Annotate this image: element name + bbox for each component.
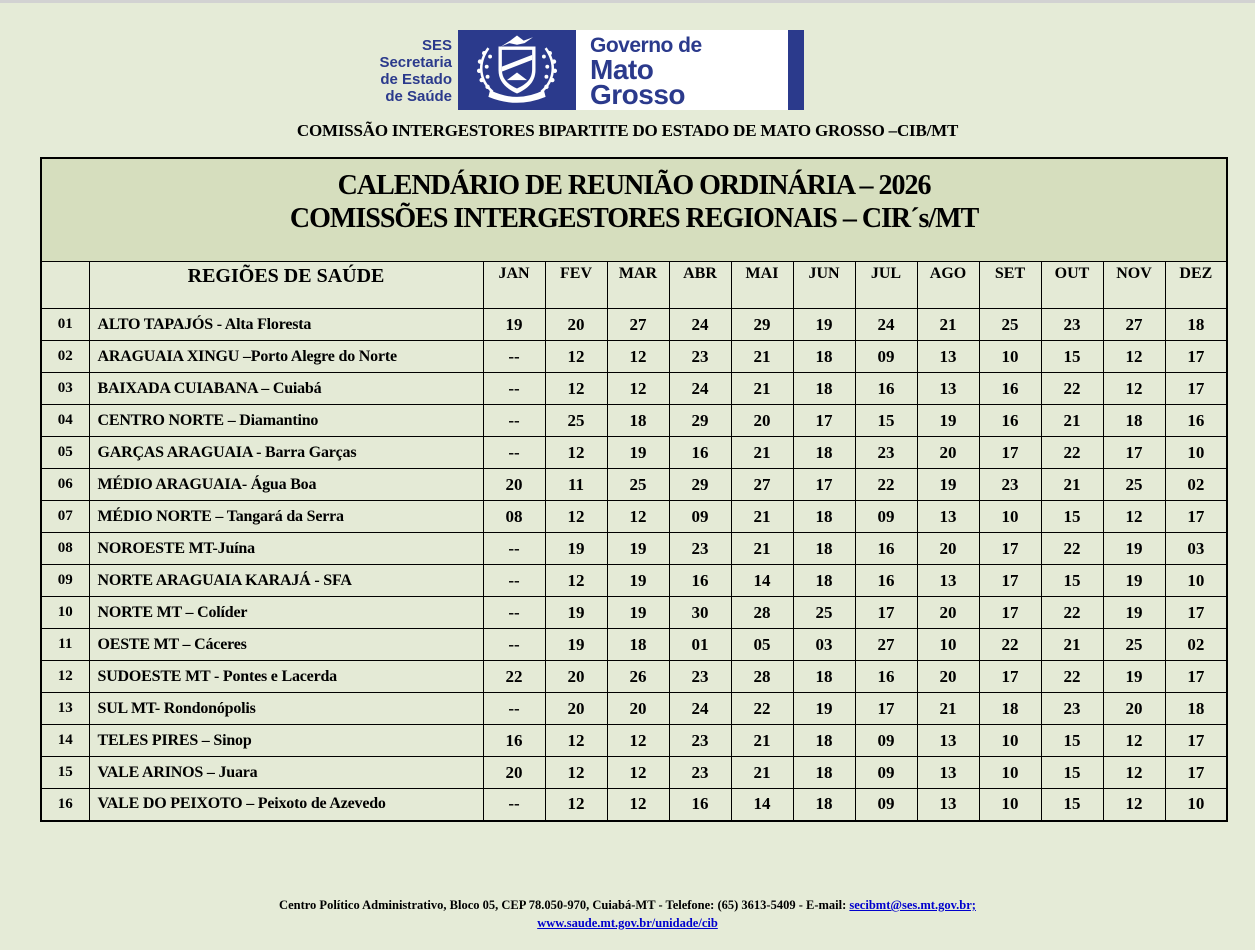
meeting-day: 21 [1041,405,1103,437]
meeting-day: 29 [669,405,731,437]
region-name: SUL MT- Rondonópolis [89,693,483,725]
meeting-day: 16 [855,533,917,565]
meeting-day: 21 [731,725,793,757]
meeting-day: 20 [917,597,979,629]
meeting-day: 22 [1041,533,1103,565]
meeting-day: 15 [1041,757,1103,789]
meeting-day: 11 [545,469,607,501]
meeting-day: 17 [855,693,917,725]
meeting-day: -- [483,373,545,405]
government-logo [458,30,804,110]
meeting-day: 25 [1103,469,1165,501]
meeting-day: 25 [1103,629,1165,661]
meeting-day: 20 [731,405,793,437]
meeting-day: 12 [1103,789,1165,821]
meeting-day: 09 [855,341,917,373]
row-number: 04 [41,405,89,437]
meeting-day: 17 [855,597,917,629]
meeting-day: 17 [793,469,855,501]
row-number: 07 [41,501,89,533]
meeting-day: 20 [483,469,545,501]
meeting-day: 14 [731,565,793,597]
meeting-day: 24 [855,309,917,341]
table-row [41,373,1227,405]
meeting-day: 21 [731,373,793,405]
meeting-day: 22 [1041,373,1103,405]
meeting-day: 19 [607,565,669,597]
meeting-day: 10 [979,341,1041,373]
ses-logo-text [238,37,452,105]
table-row [41,309,1227,341]
table-title-band [41,158,1227,262]
meeting-day: 25 [545,405,607,437]
meeting-day: 19 [545,597,607,629]
meeting-day: 25 [607,469,669,501]
meeting-day: 10 [979,757,1041,789]
meeting-day: 20 [545,693,607,725]
meeting-day: 19 [917,405,979,437]
meeting-day: 16 [669,565,731,597]
meeting-day: 18 [979,693,1041,725]
meeting-day: 12 [545,373,607,405]
meeting-day: 12 [607,373,669,405]
table-row [41,501,1227,533]
meeting-day: 25 [793,597,855,629]
email-link[interactable]: secibmt@ses.mt.gov.br; [849,898,976,912]
meeting-day: 12 [1103,373,1165,405]
row-number: 08 [41,533,89,565]
row-number: 14 [41,725,89,757]
meeting-day: 30 [669,597,731,629]
meeting-day: 12 [607,341,669,373]
meeting-day: 17 [979,597,1041,629]
meeting-day: 23 [1041,309,1103,341]
meeting-day: 17 [1165,501,1227,533]
row-number: 11 [41,629,89,661]
meeting-day: 15 [1041,565,1103,597]
meeting-day: 10 [979,501,1041,533]
meeting-day: 23 [669,725,731,757]
month-header-set: SET [979,262,1041,309]
month-header-out: OUT [1041,262,1103,309]
meeting-day: 18 [793,565,855,597]
meeting-day: 03 [1165,533,1227,565]
meeting-day: 16 [855,661,917,693]
meeting-day: 10 [1165,789,1227,821]
region-name: NORTE MT – Colíder [89,597,483,629]
region-name: VALE DO PEIXOTO – Peixoto de Azevedo [89,789,483,821]
table-row [41,437,1227,469]
logo-accent-bar [788,30,804,110]
meeting-day: 29 [669,469,731,501]
meeting-day: 17 [979,565,1041,597]
meeting-day: 23 [669,757,731,789]
meeting-day: 18 [793,725,855,757]
meeting-day: 10 [917,629,979,661]
meeting-day: 12 [607,501,669,533]
meeting-day: 19 [607,597,669,629]
meeting-day: 12 [607,789,669,821]
ses-line: de Estado [380,71,452,88]
row-number: 01 [41,309,89,341]
meeting-day: 01 [669,629,731,661]
meeting-day: -- [483,789,545,821]
meeting-day: 22 [731,693,793,725]
meeting-day: 05 [731,629,793,661]
meeting-day: 24 [669,693,731,725]
meeting-day: 17 [979,661,1041,693]
meeting-day: 13 [917,341,979,373]
meeting-day: 15 [1041,341,1103,373]
meeting-day: 17 [1165,725,1227,757]
meeting-day: 22 [855,469,917,501]
region-name: MÉDIO ARAGUAIA- Água Boa [89,469,483,501]
meeting-day: 17 [1165,597,1227,629]
top-border-strip [0,0,1255,3]
meeting-day: 22 [483,661,545,693]
meeting-day: 18 [793,437,855,469]
meeting-day: 14 [731,789,793,821]
meeting-day: 10 [979,725,1041,757]
meeting-day: 12 [545,789,607,821]
logo-line: Grosso [590,79,686,110]
meeting-day: 09 [855,757,917,789]
meeting-day: 27 [855,629,917,661]
month-header-jan: JAN [483,262,545,309]
meeting-day: 18 [793,341,855,373]
meeting-day: 26 [607,661,669,693]
meeting-day: 19 [1103,533,1165,565]
table-row [41,661,1227,693]
meeting-day: 15 [1041,725,1103,757]
meeting-day: 20 [1103,693,1165,725]
meeting-day: 16 [483,725,545,757]
region-name: NORTE ARAGUAIA KARAJÁ - SFA [89,565,483,597]
meeting-day: 12 [1103,725,1165,757]
meeting-day: 18 [793,757,855,789]
website-link[interactable]: www.saude.mt.gov.br/unidade/cib [537,916,718,930]
meeting-day: -- [483,693,545,725]
meeting-day: 20 [545,309,607,341]
month-header-nov: NOV [1103,262,1165,309]
government-logo-text [576,30,788,110]
meeting-day: 20 [917,533,979,565]
meeting-day: 18 [1165,309,1227,341]
row-number: 03 [41,373,89,405]
meeting-day: 09 [855,789,917,821]
table-row [41,597,1227,629]
meeting-day: 10 [979,789,1041,821]
meeting-day: 22 [1041,437,1103,469]
meeting-day: 18 [1103,405,1165,437]
meeting-day: 28 [731,661,793,693]
meeting-day: 13 [917,373,979,405]
meeting-day: 08 [483,501,545,533]
region-name: CENTRO NORTE – Diamantino [89,405,483,437]
meeting-day: 22 [979,629,1041,661]
meeting-day: 10 [1165,437,1227,469]
calendar-table [40,157,1228,822]
ses-line: SES [421,37,452,54]
meeting-day: 23 [1041,693,1103,725]
meeting-day: -- [483,437,545,469]
meeting-day: 13 [917,789,979,821]
row-number: 12 [41,661,89,693]
meeting-day: 15 [1041,789,1103,821]
meeting-day: 12 [1103,341,1165,373]
meeting-day: 09 [855,501,917,533]
meeting-day: 21 [1041,469,1103,501]
meeting-day: 20 [917,437,979,469]
meeting-day: 17 [793,405,855,437]
region-name: NOROESTE MT-Juína [89,533,483,565]
meeting-day: 27 [1103,309,1165,341]
meeting-day: 12 [545,565,607,597]
meeting-day: 23 [855,437,917,469]
meeting-day: 19 [483,309,545,341]
month-header-ago: AGO [917,262,979,309]
table-row [41,405,1227,437]
region-name: MÉDIO NORTE – Tangará da Serra [89,501,483,533]
meeting-day: -- [483,405,545,437]
region-name: BAIXADA CUIABANA – Cuiabá [89,373,483,405]
meeting-day: 03 [793,629,855,661]
meeting-day: 23 [979,469,1041,501]
meeting-day: 09 [669,501,731,533]
meeting-day: 18 [793,661,855,693]
month-header-abr: ABR [669,262,731,309]
region-name: VALE ARINOS – Juara [89,757,483,789]
meeting-day: 19 [793,693,855,725]
month-header-jul: JUL [855,262,917,309]
region-name: OESTE MT – Cáceres [89,629,483,661]
meeting-day: 18 [607,629,669,661]
mato-grosso-coat-of-arms-icon [458,30,576,110]
row-number: 16 [41,789,89,821]
calendar-title-line1: CALENDÁRIO DE REUNIÃO ORDINÁRIA – 2026 [337,170,931,201]
meeting-day: 17 [979,533,1041,565]
region-name: TELES PIRES – Sinop [89,725,483,757]
meeting-day: 10 [1165,565,1227,597]
meeting-day: 18 [793,533,855,565]
meeting-day: -- [483,341,545,373]
month-header-jun: JUN [793,262,855,309]
footer-address-text: Centro Político Administrativo, Bloco 05, CEP 78.050-970, Cuiabá-MT - Telefone: (65) 3613-5409 - E-mail: [279,898,850,912]
meeting-day: 12 [545,725,607,757]
meeting-day: -- [483,533,545,565]
meeting-day: 16 [979,373,1041,405]
meeting-day: 19 [1103,661,1165,693]
meeting-day: 12 [1103,501,1165,533]
row-number: 13 [41,693,89,725]
row-number: 10 [41,597,89,629]
table-header-row [41,262,1227,309]
meeting-day: 19 [545,533,607,565]
meeting-day: 15 [1041,501,1103,533]
meeting-day: -- [483,597,545,629]
row-number: 05 [41,437,89,469]
table-row [41,565,1227,597]
meeting-day: 20 [483,757,545,789]
region-name: ALTO TAPAJÓS - Alta Floresta [89,309,483,341]
meeting-day: 21 [917,309,979,341]
meeting-day: 21 [731,501,793,533]
meeting-day: 13 [917,725,979,757]
meeting-day: 16 [855,373,917,405]
meeting-day: 20 [607,693,669,725]
meeting-day: 13 [917,501,979,533]
meeting-day: 17 [1165,661,1227,693]
meeting-day: 17 [979,437,1041,469]
meeting-day: 02 [1165,469,1227,501]
meeting-day: 21 [731,757,793,789]
meeting-day: 20 [545,661,607,693]
meeting-day: 21 [731,437,793,469]
meeting-day: 27 [731,469,793,501]
meeting-day: 16 [669,437,731,469]
meeting-day: -- [483,629,545,661]
meeting-day: 22 [1041,661,1103,693]
meeting-day: 12 [545,341,607,373]
footer-address-line [0,896,1255,914]
meeting-day: 19 [1103,597,1165,629]
meeting-day: 19 [607,533,669,565]
footer [0,896,1255,932]
meeting-day: 09 [855,725,917,757]
calendar-rows [41,309,1227,821]
meeting-day: 12 [607,757,669,789]
meeting-day: 12 [545,757,607,789]
row-number: 09 [41,565,89,597]
meeting-day: 25 [979,309,1041,341]
meeting-day: 27 [607,309,669,341]
meeting-day: 12 [545,437,607,469]
meeting-day: 24 [669,309,731,341]
meeting-day: 21 [731,533,793,565]
row-number: 15 [41,757,89,789]
meeting-day: 12 [607,725,669,757]
meeting-day: 19 [1103,565,1165,597]
meeting-day: 13 [917,565,979,597]
row-number: 02 [41,341,89,373]
meeting-day: 02 [1165,629,1227,661]
region-name: SUDOESTE MT - Pontes e Lacerda [89,661,483,693]
meeting-day: 17 [1165,757,1227,789]
ses-line: Secretaria [379,54,452,71]
regions-column-header: REGIÕES DE SAÚDE [89,262,483,309]
meeting-day: 17 [1103,437,1165,469]
ses-line: de Saúde [385,88,452,105]
calendar-title-line2: COMISSÕES INTERGESTORES REGIONAIS – CIR´s/MT [289,203,979,234]
meeting-day: 22 [1041,597,1103,629]
meeting-day: 28 [731,597,793,629]
organization-title: COMISSÃO INTERGESTORES BIPARTITE DO ESTADO DE MATO GROSSO –CIB/MT [296,121,959,140]
meeting-day: 16 [979,405,1041,437]
meeting-day: 16 [855,565,917,597]
row-number-header [41,262,89,309]
region-name: ARAGUAIA XINGU –Porto Alegre do Norte [89,341,483,373]
meeting-day: 19 [793,309,855,341]
meeting-day: 18 [1165,693,1227,725]
meeting-day: -- [483,565,545,597]
meeting-day: 16 [1165,405,1227,437]
row-number: 06 [41,469,89,501]
table-row [41,341,1227,373]
meeting-day: 17 [1165,341,1227,373]
table-row [41,789,1227,821]
region-name: GARÇAS ARAGUAIA - Barra Garças [89,437,483,469]
meeting-day: 13 [917,757,979,789]
table-row [41,757,1227,789]
meeting-day: 23 [669,341,731,373]
table-row [41,725,1227,757]
meeting-day: 29 [731,309,793,341]
logo-line: Mato [590,54,654,85]
table-row [41,533,1227,565]
meeting-day: 12 [545,501,607,533]
meeting-day: 19 [917,469,979,501]
logo-line: Governo de [590,34,702,57]
month-header-mar: MAR [607,262,669,309]
meeting-day: 18 [607,405,669,437]
meeting-day: 21 [731,341,793,373]
meeting-day: 15 [855,405,917,437]
meeting-day: 24 [669,373,731,405]
meeting-day: 19 [607,437,669,469]
meeting-day: 17 [1165,373,1227,405]
meeting-day: 23 [669,533,731,565]
meeting-day: 23 [669,661,731,693]
meeting-day: 21 [917,693,979,725]
table-row [41,693,1227,725]
meeting-day: 21 [1041,629,1103,661]
meeting-day: 19 [545,629,607,661]
month-header-mai: MAI [731,262,793,309]
meeting-day: 12 [1103,757,1165,789]
table-row [41,469,1227,501]
meeting-day: 18 [793,373,855,405]
meeting-day: 18 [793,789,855,821]
meeting-day: 20 [917,661,979,693]
meeting-day: 16 [669,789,731,821]
month-header-fev: FEV [545,262,607,309]
month-header-dez: DEZ [1165,262,1227,309]
table-row [41,629,1227,661]
meeting-day: 18 [793,501,855,533]
